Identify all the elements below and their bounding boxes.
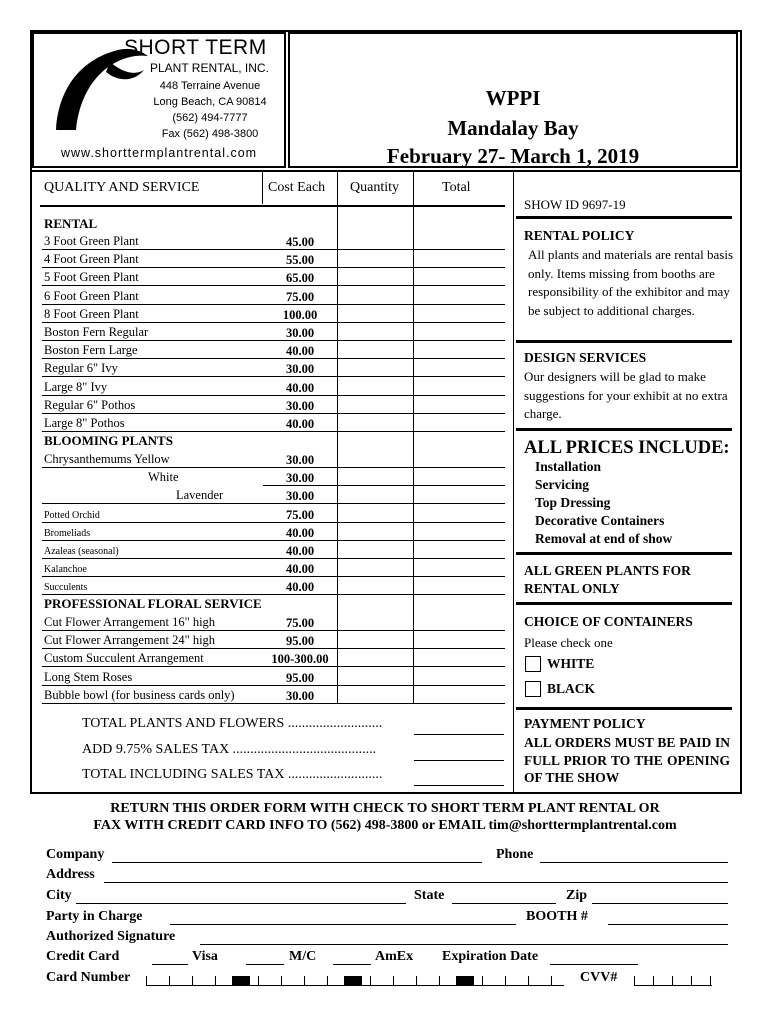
amex-checkbox-line[interactable] <box>333 964 371 965</box>
item-total-cell[interactable] <box>414 287 505 305</box>
item-row <box>42 541 505 559</box>
digit-tick <box>416 976 417 986</box>
item-total-cell[interactable] <box>414 414 505 432</box>
prices-include-item: Top Dressing <box>535 495 611 510</box>
cvv-digit-tick <box>653 976 654 986</box>
item-total-cell[interactable] <box>414 232 505 250</box>
item-total-cell[interactable] <box>414 468 505 486</box>
item-name: Lavender <box>176 488 224 503</box>
item-row <box>42 250 505 268</box>
item-row <box>42 232 505 250</box>
col-divider <box>262 172 263 204</box>
right-divider <box>516 602 732 605</box>
item-name: 3 Foot Green Plant <box>44 234 139 248</box>
cvv-digit-tick <box>672 976 673 986</box>
cvv-digit-tick <box>634 976 635 986</box>
digit-tick <box>192 976 193 986</box>
zip-field-label: Zip <box>566 888 588 903</box>
city-field[interactable] <box>76 903 406 904</box>
item-price: 30.00 <box>285 362 315 377</box>
row-rule <box>42 431 505 432</box>
item-name: Cut Flower Arrangement 16" high <box>44 615 216 629</box>
sales-tax-field[interactable] <box>414 760 504 761</box>
credit-card-label: Credit Card <box>46 949 120 964</box>
item-total-cell[interactable] <box>414 631 505 649</box>
green-plants-notice: ALL GREEN PLANTS FOR RENTAL ONLY <box>524 563 691 596</box>
row-rule <box>42 703 505 704</box>
containers-title: CHOICE OF CONTAINERS <box>524 614 693 629</box>
rental-policy-text: All plants and materials are rental basis only. Items missing from booths are responsibility of the exhibitor and may be subject to additional charges. <box>528 247 734 318</box>
item-quantity-cell[interactable] <box>338 268 413 286</box>
item-price: 100-300.00 <box>271 652 329 667</box>
address-field[interactable] <box>104 882 728 883</box>
company-fax: Fax (562) 498-3800 <box>161 128 259 140</box>
mc-checkbox-line[interactable] <box>246 964 284 965</box>
item-total-cell[interactable] <box>414 268 505 286</box>
item-price: 75.00 <box>285 616 315 630</box>
prices-include-title: ALL PRICES INCLUDE: <box>524 438 730 458</box>
right-divider <box>516 340 732 343</box>
total-plants-label: TOTAL PLANTS AND FLOWERS ........................... <box>82 716 383 731</box>
show-id: SHOW ID 9697-19 <box>524 197 626 212</box>
item-price: 40.00 <box>285 344 315 359</box>
digit-tick <box>258 976 259 986</box>
item-name: Kalanchoe <box>44 564 87 576</box>
digit-tick <box>393 976 394 986</box>
item-quantity-cell[interactable] <box>338 631 413 649</box>
payment-policy-title: PAYMENT POLICY <box>524 716 646 731</box>
item-quantity-cell[interactable] <box>338 323 413 341</box>
prices-include-item: Installation <box>535 459 602 474</box>
digit-tick <box>304 976 305 986</box>
group-separator-block <box>456 976 474 986</box>
booth-field[interactable] <box>608 924 728 925</box>
section-floral-title: PROFESSIONAL FLORAL SERVICE <box>44 596 262 611</box>
phone-field-label: Phone <box>496 847 534 862</box>
item-total-cell[interactable] <box>414 505 505 523</box>
item-quantity-cell[interactable] <box>338 468 413 486</box>
item-quantity-cell[interactable] <box>338 396 413 414</box>
item-row <box>42 414 505 432</box>
item-name: Regular 6" Ivy <box>44 361 118 376</box>
col-header-quantity: Quantity <box>350 180 399 195</box>
item-total-cell[interactable] <box>414 523 505 541</box>
item-row <box>42 323 505 341</box>
black-container-label: BLACK <box>547 681 596 696</box>
item-quantity-cell[interactable] <box>338 450 413 468</box>
item-row <box>42 287 505 305</box>
item-name: Succulents <box>44 582 88 594</box>
item-price: 30.00 <box>285 489 315 504</box>
item-row <box>42 378 505 396</box>
col-header-cost: Cost Each <box>268 180 326 195</box>
item-quantity-cell[interactable] <box>338 577 413 595</box>
item-row <box>42 486 505 504</box>
item-total-cell[interactable] <box>414 378 505 396</box>
item-quantity-cell[interactable] <box>338 668 413 686</box>
item-name: Large 8" Pothos <box>44 416 125 430</box>
section-rental-title: RENTAL <box>44 216 98 231</box>
cvv-digit-tick <box>710 976 711 986</box>
grand-total-label: TOTAL INCLUDING SALES TAX ........................... <box>82 767 383 782</box>
party-field[interactable] <box>170 924 516 925</box>
col-header-item: QUALITY AND SERVICE <box>44 180 200 195</box>
header-underline <box>40 205 505 207</box>
item-name: 8 Foot Green Plant <box>44 306 139 321</box>
right-column-divider <box>513 172 514 792</box>
item-quantity-cell[interactable] <box>338 559 413 577</box>
company-subtitle: PLANT RENTAL, INC. <box>150 61 269 75</box>
digit-tick <box>370 976 371 986</box>
return-instructions-line2: FAX WITH CREDIT CARD INFO TO (562) 498-3800 or EMAIL tim@shorttermplantrental.com <box>93 818 677 833</box>
design-services-title: DESIGN SERVICES <box>524 350 647 365</box>
item-name: 6 Foot Green Plant <box>44 288 139 303</box>
city-field-label: City <box>46 888 72 903</box>
digit-tick <box>281 976 282 986</box>
item-total-cell[interactable] <box>414 577 505 595</box>
item-price: 40.00 <box>285 544 315 558</box>
item-price: 30.00 <box>285 398 315 413</box>
containers-note: Please check one <box>524 635 613 650</box>
item-quantity-cell[interactable] <box>338 232 413 250</box>
state-field[interactable] <box>452 903 556 904</box>
digit-tick <box>146 976 147 986</box>
item-row <box>42 668 505 686</box>
white-container-label: WHITE <box>547 656 595 671</box>
item-quantity-cell[interactable] <box>338 486 413 504</box>
rental-policy-title: RENTAL POLICY <box>524 228 635 243</box>
item-name: Chrysanthemums Yellow <box>44 452 170 466</box>
item-name: Long Stem Roses <box>44 669 133 684</box>
right-divider <box>516 428 732 431</box>
item-price: 100.00 <box>282 307 318 322</box>
item-name: Azaleas (seasonal) <box>44 546 119 557</box>
visa-label: Visa <box>192 949 218 964</box>
signature-field-label: Authorized Signature <box>46 929 176 944</box>
item-total-cell[interactable] <box>414 250 505 268</box>
expiration-field-label: Expiration Date <box>442 949 539 964</box>
event-block <box>288 32 738 168</box>
item-total-cell[interactable] <box>414 686 505 704</box>
group-separator-block <box>344 976 362 986</box>
item-row <box>42 559 505 577</box>
item-quantity-cell[interactable] <box>338 649 413 667</box>
item-total-cell[interactable] <box>414 305 505 323</box>
address-field-label: Address <box>46 867 95 882</box>
item-price: 40.00 <box>285 417 315 431</box>
company-field-label: Company <box>46 847 105 862</box>
item-row <box>42 305 505 323</box>
item-total-cell[interactable] <box>414 486 505 504</box>
visa-checkbox-line[interactable] <box>152 964 188 965</box>
event-dates: February 27- March 1, 2019 <box>386 144 640 168</box>
payment-policy-text: ALL ORDERS MUST BE PAID IN FULL PRIOR TO THE OPENING OF THE SHOW <box>524 735 730 785</box>
item-total-cell[interactable] <box>414 359 505 377</box>
digit-tick <box>215 976 216 986</box>
cvv-field-label: CVV# <box>580 970 618 985</box>
item-name: Custom Succulent Arrangement <box>44 651 204 666</box>
item-row <box>42 268 505 286</box>
item-row <box>42 450 505 468</box>
amex-label: AmEx <box>375 949 414 964</box>
item-name: Potted Orchid <box>44 509 100 521</box>
item-price: 40.00 <box>285 562 315 577</box>
black-container-checkbox[interactable] <box>525 681 541 697</box>
booth-field-label: BOOTH # <box>526 909 588 924</box>
item-price: 30.00 <box>285 471 315 486</box>
item-name: 4 Foot Green Plant <box>44 252 139 267</box>
item-name: Bubble bowl (for business cards only) <box>44 687 235 702</box>
group-separator-block <box>232 976 250 986</box>
item-price: 30.00 <box>285 326 315 340</box>
item-total-cell[interactable] <box>414 541 505 559</box>
section-blooming-title: BLOOMING PLANTS <box>44 433 173 448</box>
right-divider <box>516 552 732 555</box>
item-row <box>42 631 505 649</box>
company-website: www.shorttermplantrental.com <box>60 146 258 160</box>
event-name: WPPI <box>485 86 541 110</box>
row-rule <box>42 594 505 595</box>
item-row <box>42 686 505 704</box>
item-price: 40.00 <box>285 525 315 540</box>
cvv-baseline <box>634 985 712 986</box>
item-quantity-cell[interactable] <box>338 378 413 396</box>
item-row <box>42 505 505 523</box>
party-field-label: Party in Charge <box>46 909 143 924</box>
item-price: 65.00 <box>285 271 315 286</box>
card-number-label: Card Number <box>46 970 131 985</box>
company-address-street: 448 Terraine Avenue <box>159 80 261 92</box>
item-total-cell[interactable] <box>414 341 505 359</box>
item-quantity-cell[interactable] <box>338 541 413 559</box>
return-instructions-line1: RETURN THIS ORDER FORM WITH CHECK TO SHORT TERM PLANT RENTAL OR <box>110 801 660 816</box>
item-price: 55.00 <box>285 253 315 268</box>
grand-total-field[interactable] <box>414 785 504 786</box>
item-total-cell[interactable] <box>414 396 505 414</box>
company-logo-block <box>32 32 286 168</box>
item-name: Regular 6" Pothos <box>44 397 136 412</box>
item-quantity-cell[interactable] <box>338 250 413 268</box>
header-divider <box>30 170 742 172</box>
digit-tick <box>505 976 506 986</box>
right-divider <box>516 707 732 710</box>
digit-tick <box>439 976 440 986</box>
phone-field[interactable] <box>540 862 728 863</box>
item-quantity-cell[interactable] <box>338 523 413 541</box>
digit-tick <box>327 976 328 986</box>
company-name: SHORT TERM <box>124 36 267 59</box>
item-price: 45.00 <box>285 235 315 249</box>
item-price: 30.00 <box>285 453 315 467</box>
item-total-cell[interactable] <box>414 668 505 686</box>
item-row <box>42 396 505 414</box>
digit-tick <box>169 976 170 986</box>
item-row <box>42 649 505 667</box>
item-row <box>42 613 505 631</box>
sales-tax-label: ADD 9.75% SALES TAX ......................................... <box>82 742 377 757</box>
item-total-cell[interactable] <box>414 450 505 468</box>
item-row <box>42 577 505 595</box>
expiration-field[interactable] <box>550 964 638 965</box>
state-field-label: State <box>414 888 445 903</box>
item-row <box>42 468 505 486</box>
right-divider <box>516 216 732 219</box>
item-price: 95.00 <box>285 670 315 685</box>
item-name: 5 Foot Green Plant <box>44 270 139 285</box>
item-name: Boston Fern Large <box>44 343 138 358</box>
item-quantity-cell[interactable] <box>338 505 413 523</box>
item-row <box>42 341 505 359</box>
item-price: 40.00 <box>285 380 315 395</box>
item-price: 30.00 <box>285 688 315 703</box>
digit-tick <box>528 976 529 986</box>
item-quantity-cell[interactable] <box>338 287 413 305</box>
signature-field[interactable] <box>200 944 728 945</box>
item-price: 95.00 <box>285 634 315 649</box>
total-plants-field[interactable] <box>414 734 504 735</box>
white-container-checkbox[interactable] <box>525 656 541 672</box>
item-total-cell[interactable] <box>414 613 505 631</box>
company-phone: (562) 494-7777 <box>172 112 248 124</box>
item-row <box>42 359 505 377</box>
col-header-total: Total <box>442 180 471 195</box>
design-services-text: Our designers will be glad to make suggestions for your exhibit at no extra charge. <box>524 369 728 421</box>
item-total-cell[interactable] <box>414 323 505 341</box>
item-price: 75.00 <box>285 507 315 522</box>
item-quantity-cell[interactable] <box>338 341 413 359</box>
item-name: Bromeliads <box>44 527 91 539</box>
item-quantity-cell[interactable] <box>338 305 413 323</box>
prices-include-item: Servicing <box>535 477 589 492</box>
company-field[interactable] <box>112 862 482 863</box>
item-price: 40.00 <box>285 580 315 595</box>
mc-label: M/C <box>289 949 317 964</box>
item-quantity-cell[interactable] <box>338 613 413 631</box>
zip-field[interactable] <box>592 903 728 904</box>
item-quantity-cell[interactable] <box>338 414 413 432</box>
cvv-digit-tick <box>691 976 692 986</box>
item-price: 75.00 <box>285 289 315 304</box>
item-quantity-cell[interactable] <box>338 359 413 377</box>
company-address-city: Long Beach, CA 90814 <box>153 96 267 108</box>
item-name: Boston Fern Regular <box>44 325 149 339</box>
prices-include-item: Removal at end of show <box>535 531 673 546</box>
item-name: Large 8" Ivy <box>44 379 108 394</box>
prices-include-item: Decorative Containers <box>535 513 665 528</box>
event-venue: Mandalay Bay <box>447 116 579 140</box>
digit-tick <box>551 976 552 986</box>
item-row <box>42 523 505 541</box>
item-name: White <box>148 470 179 485</box>
item-total-cell[interactable] <box>414 649 505 667</box>
item-name: Cut Flower Arrangement 24" high <box>44 633 216 648</box>
item-total-cell[interactable] <box>414 559 505 577</box>
digit-tick <box>482 976 483 986</box>
item-quantity-cell[interactable] <box>338 686 413 704</box>
